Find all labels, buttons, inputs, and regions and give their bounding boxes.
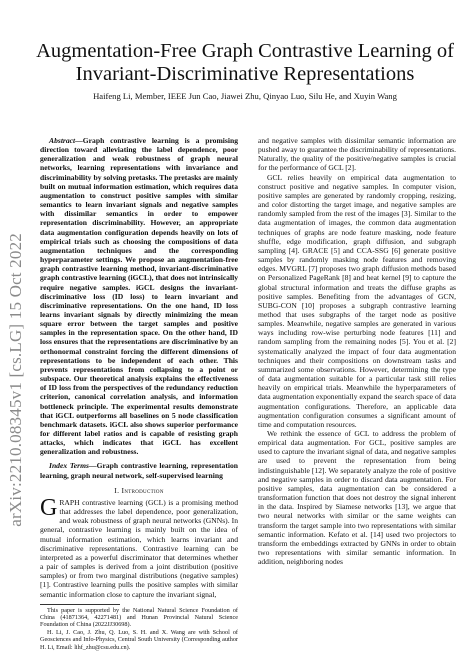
drop-cap: G [40,494,58,521]
right-column [258,136,456,566]
abstract-label: Abstract [49,136,76,145]
intro-paragraph [40,494,238,599]
arxiv-stamp [2,180,30,580]
right-paragraph-3: We rethink the essence of GCL to address the problem of empirical data augmentation. For GCL, positive samples are used to capture the invariant signal of data, and negative samples are used to prevent the representation from being indistinguishable [12]. We separately analyze the role of positive and negative samples in order to discard data augmentation. For positive samples, data augmentation can be considered a transformation function that does not destroy the signal inherent in the data. Inspired by Siamese networks [13], we argue that two neural networks with similar or the same weights can transform the target sample into two representations with similar semantic information. Kefato et al. [14] used two projectors to transform the embeddings extracted by GNNs in order to obtain two representations with similar semantic information. In addition, neighboring nodes [258,429,456,567]
index-terms [40,461,238,479]
abstract [40,136,238,456]
index-terms-text: —Graph contrastive learning, representation learning, graph neural network, self-supervised learning [40,461,238,480]
left-column [40,136,238,651]
right-paragraph-1: and negative samples with dissimilar semantic information are pushed away to guarantee the discriminability of representations. Naturally, the quality of the positive/negative samples is crucial for the performance of GCL [2]. [258,136,456,173]
footnote-funding: This paper is supported by the National Natural Science Foundation of China (41871364, 42271481) and Hunan Provincial Natural Science Foundation of China (2022JJ30698). [40,606,238,629]
footnote-rule [40,604,120,605]
arxiv-stamp-text: arXiv:2210.08345v1 [cs.LG] 15 Oct 2022 [6,233,25,527]
paper-title: Augmentation-Free Graph Contrastive Learning of Invariant-Discriminative Representations [36,40,454,85]
intro-text: RAPH contrastive learning (GCL) is a promising method that addresses the label dependence, poor generalization, and weak robustness of graph neural networks (GNNs). In general, contrastive learning is mainly built on the idea of mutual information estimation, which learns invariant and discriminative representations. Contrastive learning can be interpreted as a powerful discriminator that determines whether a pair of samples is derived from a joint distribution (positive samples) or from two marginal distributions (negative samples) [1]. Contrastive learning pulls the positive samples with similar semantic information close to capture the invariant signal, [40,497,238,599]
abstract-text: —Graph contrastive learning is a promising direction toward alleviating the label dependence, poor generalization and weak robustness of graph neural networks, learning representations with invariance and discriminability by solving pretasks. The pretasks are mainly built on mutual information estimation, which requires data augmentation to construct positive samples with similar semantics to learn invariant signals and negative samples with dissimilar semantics in order to empower representation discriminability. However, an appropriate data augmentation configuration depends heavily on lots of empirical trials such as choosing the compositions of data augmentation techniques and the corresponding hyperparameter settings. We propose an augmentation-free graph contrastive learning method, invariant-discriminative graph contrastive learning (iGCL), that does not intrinsically require negative samples. iGCL designs the invariant-discriminative loss (ID loss) to learn invariant and discriminative representations. On the one hand, ID loss learns invariant signals by directly minimizing the mean square error between the target samples and positive samples in the representation space. On the other hand, ID loss ensures that the representations are discriminative by an orthonormal constraint forcing the different dimensions of representations to be independent of each other. This prevents representations from collapsing to a point or subspace. Our theoretical analysis explains the effectiveness of ID loss from the perspectives of the redundancy reduction criterion, canonical correlation analysis, and information bottleneck principle. The experimental results demonstrate that iGCL outperforms all baselines on 5 node classification benchmark datasets. iGCL also shows superior performance for different label ratios and is capable of resisting graph attacks, which indicates that iGCL has excellent generalization and robustness. [40,136,238,457]
right-paragraph-2: GCL relies heavily on empirical data augmentation to construct positive and negative samples. In computer vision, positive samples are generated by randomly cropping, resizing, and color distorting the target image, and negative samples are randomly sampled from the rest of the images [3]. Similar to the data augmentation of images, the common data augmentation techniques of graphs are node feature masking, node feature shuffle, edge modification, graph diffusion, and subgraph sampling [4]. GRACE [5] and CCA-SSG [6] generate positive samples by randomly masking node features and removing edges. MVGRL [7] proposes two graph diffusion methods based on Personalized PageRank [8] and heat kernel [9] to capture the global structural information and treats the diffuse graphs as positive samples. Benefiting from the advantages of GCN, SUBG-CON [10] proposes a subgraph contrastive learning method that uses subgraphs of the target node as positive samples. Meanwhile, negative samples are generated in various ways including row-wise perturbing node features [11] and random sampling from the remaining nodes [5]. You et al. [2] systematically analyzed the impact of four data augmentation techniques and their compositions on downstream tasks and summarized some observations. However, determining the type of data augmentation suitable for a particular task still relies heavily on empirical trials. Meanwhile the hyperparameters of data augmentation exponentially expand the search space of data augmentation configurations. Therefore, an applicable data augmentation configuration consumes a significant amount of time and computation resources. [258,172,456,429]
section-heading: I. Introduction [114,485,164,495]
author-list: Haifeng Li, Member, IEEE Jun Cao, Jiawei Zhu, Qinyao Luo, Silu He, and Xuyin Wang [93,91,397,101]
footnote-affiliation: H. Li, J. Cao, J. Zhu, Q. Luo, S. H. and X. Wang are with School of Geosciences and Info-Physics, Central South University (Corresponding author H. Li, Email: lihf_zhu@csu.edu.cn). [40,628,238,651]
index-terms-label: Index Terms [49,461,89,471]
